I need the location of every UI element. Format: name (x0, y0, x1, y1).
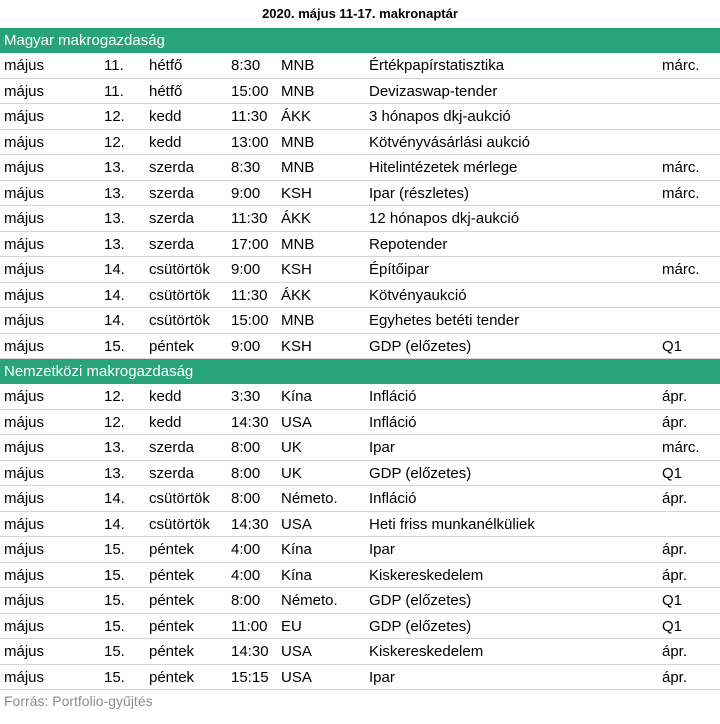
day-cell: 14. (104, 286, 125, 304)
event-cell: 12 hónapos dkj-aukció (369, 210, 520, 227)
time-cell: 3:30 (231, 388, 261, 405)
month-cell: május (4, 643, 45, 660)
time-cell: 4:00 (231, 566, 261, 584)
table-row (0, 155, 720, 181)
month-cell: május (4, 133, 45, 151)
event-cell: Kötvényvásárlási aukció (369, 133, 530, 151)
time-cell: 8:00 (231, 490, 261, 507)
table-row (0, 283, 720, 309)
source-cell: EU (281, 617, 302, 635)
section-header: Magyar makrogazdaság (0, 28, 720, 53)
source-cell: MNB (281, 159, 315, 176)
time-cell: 11:30 (231, 108, 268, 125)
day-cell: 14. (104, 515, 125, 533)
day-cell: 15. (104, 617, 125, 635)
period-cell: márc. (662, 439, 700, 456)
event-cell: Heti friss munkanélküliek (369, 515, 535, 533)
event-cell: Ipar (369, 668, 395, 686)
weekday-cell: hétfő (149, 57, 183, 74)
month-cell: május (4, 210, 45, 227)
period-cell: ápr. (662, 668, 688, 686)
weekday-cell: péntek (149, 617, 195, 635)
source-cell: UK (281, 464, 302, 482)
month-cell: május (4, 261, 45, 278)
table-row (0, 614, 720, 640)
day-cell: 15. (104, 541, 125, 558)
table-row (0, 130, 720, 156)
month-cell: május (4, 286, 45, 304)
event-cell: Kiskereskedelem (369, 643, 484, 660)
weekday-cell: csütörtök (149, 515, 210, 533)
time-cell: 15:00 (231, 312, 269, 329)
calendar-table (0, 28, 720, 690)
source-cell: USA (281, 413, 312, 431)
source-cell: Kína (281, 541, 312, 558)
table-row (0, 588, 720, 614)
table-row (0, 206, 720, 232)
month-cell: május (4, 541, 45, 558)
weekday-cell: szerda (149, 159, 195, 176)
table-row (0, 512, 720, 538)
table-row (0, 384, 720, 410)
source-cell: MNB (281, 235, 315, 253)
time-cell: 15:15 (231, 668, 269, 686)
weekday-cell: kedd (149, 108, 182, 125)
weekday-cell: hétfő (149, 82, 183, 100)
source-cell: MNB (281, 133, 315, 151)
weekday-cell: csütörtök (149, 312, 210, 329)
weekday-cell: szerda (149, 210, 195, 227)
day-cell: 15. (104, 566, 125, 584)
weekday-cell: csütörtök (149, 261, 210, 278)
table-row (0, 563, 720, 589)
source-cell: MNB (281, 312, 315, 329)
month-cell: május (4, 464, 45, 482)
event-cell: Ipar (369, 439, 395, 456)
period-cell (662, 232, 720, 257)
period-cell (662, 79, 720, 104)
weekday-cell: kedd (149, 413, 182, 431)
time-cell: 4:00 (231, 541, 261, 558)
time-cell: 15:00 (231, 82, 269, 100)
month-cell: május (4, 159, 45, 176)
day-cell: 15. (104, 592, 125, 609)
event-cell: GDP (előzetes) (369, 337, 472, 355)
period-cell (662, 308, 720, 333)
time-cell: 17:00 (231, 235, 269, 253)
weekday-cell: szerda (149, 235, 195, 253)
table-row (0, 308, 720, 334)
source-cell: KSH (281, 184, 312, 202)
time-cell: 8:30 (231, 57, 261, 74)
source-cell: Németo. (281, 490, 338, 507)
event-cell: 3 hónapos dkj-aukció (369, 108, 511, 125)
weekday-cell: szerda (149, 439, 195, 456)
event-cell: Egyhetes betéti tender (369, 312, 520, 329)
day-cell: 15. (104, 643, 125, 660)
month-cell: május (4, 57, 45, 74)
time-cell: 14:30 (231, 413, 269, 431)
table-row (0, 79, 720, 105)
table-row (0, 257, 720, 283)
source-cell: USA (281, 643, 312, 660)
period-cell: ápr. (662, 566, 688, 584)
table-row (0, 53, 720, 79)
table-row (0, 181, 720, 207)
source-cell: UK (281, 439, 302, 456)
weekday-cell: péntek (149, 643, 195, 660)
time-cell: 9:00 (231, 184, 261, 202)
source-cell: ÁKK (281, 108, 312, 125)
period-cell: Q1 (662, 617, 683, 635)
period-cell: Q1 (662, 464, 683, 482)
event-cell: Értékpapírstatisztika (369, 57, 505, 74)
month-cell: május (4, 617, 45, 635)
time-cell: 11:00 (231, 617, 268, 635)
period-cell (662, 283, 720, 308)
event-cell: Repotender (369, 235, 448, 253)
month-cell: május (4, 82, 45, 100)
source-cell: Kína (281, 388, 312, 405)
source-cell: ÁKK (281, 286, 312, 304)
day-cell: 12. (104, 388, 125, 405)
time-cell: 13:00 (231, 133, 269, 151)
event-cell: Hitelintézetek mérlege (369, 159, 518, 176)
source-cell: Kína (281, 566, 312, 584)
day-cell: 13. (104, 439, 125, 456)
month-cell: május (4, 337, 45, 355)
month-cell: május (4, 184, 45, 202)
period-cell: ápr. (662, 413, 688, 431)
time-cell: 8:30 (231, 159, 261, 176)
day-cell: 11. (104, 57, 124, 74)
period-cell: márc. (662, 184, 700, 202)
month-cell: május (4, 439, 45, 456)
source-cell: Németo. (281, 592, 338, 609)
day-cell: 13. (104, 464, 125, 482)
weekday-cell: péntek (149, 566, 195, 584)
event-cell: Kötvényaukció (369, 286, 467, 304)
period-cell: márc. (662, 159, 700, 176)
day-cell: 13. (104, 235, 125, 253)
weekday-cell: péntek (149, 541, 195, 558)
period-cell: ápr. (662, 490, 688, 507)
month-cell: május (4, 235, 45, 253)
time-cell: 8:00 (231, 592, 261, 609)
weekday-cell: péntek (149, 592, 195, 609)
table-row (0, 537, 720, 563)
day-cell: 12. (104, 133, 125, 151)
event-cell: GDP (előzetes) (369, 464, 472, 482)
source-cell: KSH (281, 337, 312, 355)
day-cell: 14. (104, 490, 125, 507)
period-cell (662, 512, 720, 537)
event-cell: Ipar (369, 541, 395, 558)
source-cell: MNB (281, 57, 315, 74)
weekday-cell: péntek (149, 337, 195, 355)
weekday-cell: kedd (149, 388, 182, 405)
weekday-cell: szerda (149, 464, 195, 482)
event-cell: Devizaswap-tender (369, 82, 498, 100)
table-row (0, 665, 720, 691)
month-cell: május (4, 413, 45, 431)
period-cell: márc. (662, 261, 700, 278)
month-cell: május (4, 108, 45, 125)
time-cell: 9:00 (231, 261, 261, 278)
period-cell (662, 104, 720, 129)
table-row (0, 410, 720, 436)
table-row (0, 639, 720, 665)
period-cell: ápr. (662, 643, 688, 660)
time-cell: 9:00 (231, 337, 261, 355)
table-row (0, 334, 720, 360)
weekday-cell: péntek (149, 668, 195, 686)
event-cell: Infláció (369, 490, 417, 507)
table-row (0, 435, 720, 461)
event-cell: Ipar (részletes) (369, 184, 470, 202)
day-cell: 15. (104, 668, 125, 686)
event-cell: GDP (előzetes) (369, 617, 472, 635)
source-cell: USA (281, 515, 312, 533)
weekday-cell: szerda (149, 184, 195, 202)
source-cell: MNB (281, 82, 315, 100)
time-cell: 11:30 (231, 286, 268, 304)
day-cell: 15. (104, 337, 125, 355)
day-cell: 13. (104, 184, 125, 202)
source-cell: ÁKK (281, 210, 312, 227)
weekday-cell: csütörtök (149, 286, 210, 304)
weekday-cell: kedd (149, 133, 182, 151)
month-cell: május (4, 490, 45, 507)
month-cell: május (4, 668, 45, 686)
period-cell: Q1 (662, 592, 683, 609)
event-cell: Infláció (369, 388, 417, 405)
event-cell: Kiskereskedelem (369, 566, 484, 584)
period-cell: márc. (662, 57, 700, 74)
weekday-cell: csütörtök (149, 490, 210, 507)
month-cell: május (4, 566, 45, 584)
event-cell: GDP (előzetes) (369, 592, 472, 609)
section-header: Nemzetközi makrogazdaság (0, 359, 720, 384)
period-cell: Q1 (662, 337, 683, 355)
time-cell: 14:30 (231, 515, 269, 533)
day-cell: 12. (104, 413, 125, 431)
time-cell: 8:00 (231, 439, 261, 456)
day-cell: 14. (104, 261, 125, 278)
day-cell: 13. (104, 159, 125, 176)
period-cell: ápr. (662, 388, 688, 405)
period-cell (662, 130, 720, 155)
source-cell: USA (281, 668, 312, 686)
day-cell: 14. (104, 312, 125, 329)
calendar-title: 2020. május 11-17. makronaptár (262, 6, 458, 21)
table-row (0, 232, 720, 258)
month-cell: május (4, 388, 45, 405)
event-cell: Infláció (369, 413, 417, 431)
period-cell (662, 206, 720, 231)
period-cell: ápr. (662, 541, 688, 558)
month-cell: május (4, 312, 45, 329)
day-cell: 12. (104, 108, 125, 125)
table-row (0, 486, 720, 512)
table-row (0, 104, 720, 130)
month-cell: május (4, 592, 45, 609)
table-row (0, 461, 720, 487)
time-cell: 11:30 (231, 210, 268, 227)
month-cell: május (4, 515, 45, 533)
time-cell: 8:00 (231, 464, 261, 482)
event-cell: Építőipar (369, 261, 430, 278)
source-note: Forrás: Portfolio-gyűjtés (4, 693, 153, 709)
day-cell: 13. (104, 210, 125, 227)
time-cell: 14:30 (231, 643, 269, 660)
source-cell: KSH (281, 261, 312, 278)
day-cell: 11. (104, 82, 124, 100)
